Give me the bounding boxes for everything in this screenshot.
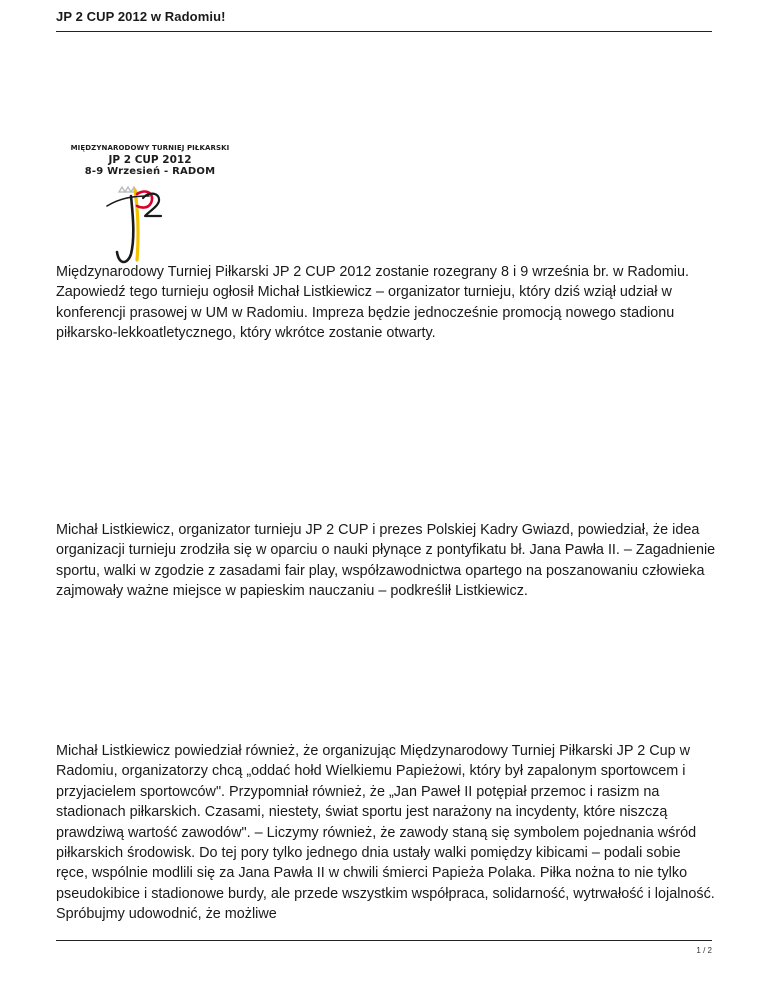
- logo-cup-name: JP 2 CUP 2012: [108, 154, 192, 166]
- article-paragraph-2: Michał Listkiewicz, organizator turnieju JP 2 CUP i prezes Polskiej Kadry Gwiazd, powiedział, że idea organizacji turnieju zrodziła się w oparciu o nauki płynące z pontyfikatu bł. Jana Pawła II. – Zagadnienie sportu, walki w zgodzie z zasadami fair play, współzawodnictwa opartego na poszanowaniu człowieka zajmowały ważne miejsce w papieskim nauczaniu – podkreślił Listkiewicz.: [56, 522, 716, 600]
- article-paragraph-1: Międzynarodowy Turniej Piłkarski JP 2 CUP 2012 zostanie rozegrany 8 i 9 września br. w Radomiu. Zapowiedź tego turnieju ogłosił Michał Listkiewicz – organizator turnieju, który dziś wziął udział w konferencji prasowej w UM w Radomiu. Impreza będzie jednocześnie promocją nowego stadionu piłkarsko-lekkoatletycznego, który wkrótce zostanie otwarty.: [56, 264, 689, 342]
- footer-divider: [56, 940, 712, 941]
- letter-j-black: [117, 196, 133, 262]
- page-number: 1 / 2: [696, 946, 712, 955]
- article-paragraph-3: Michał Listkiewicz powiedział również, że organizując Międzynarodowy Turniej Piłkarski JP 2 Cup w Radomiu, organizatorzy chcą „oddać hołd Wielkiemu Papieżowi, który był zapalonym sportowcem i przyjacielem sportowców". Przypomniał również, że „Jan Paweł II potępiał przemoc i rasizm na stadionach piłkarskich. Czasami, niestety, świat sportu jest narażony na incydenty, które niszczą prawdziwą wartość zawodów". – Liczymy również, że zawody staną się symbolem pojednania wśród piłkarskich środowisk. Do tej pory tylko jednego dnia ustały walki pomiędzy kibicami – podali sobie ręce, wspólnie modlili się za Jana Pawła II w chwili śmierci Papieża Polaka. Piłka nożna to nie tylko pseudokibice i stadionowe burdy, ale przede wszystkim współpraca, solidarność, wytrwałość i lojalność. Spróbujmy udowodnić, że możliwe: [56, 743, 715, 923]
- jp2-emblem-icon: [105, 186, 165, 266]
- logo-tournament-name: MIĘDZYNARODOWY TURNIEJ PIŁKARSKI: [70, 144, 230, 152]
- header-divider: [56, 31, 712, 32]
- letter-p-yellow: [135, 190, 138, 260]
- tournament-logo: [60, 142, 240, 262]
- document-title: JP 2 CUP 2012 w Radomiu!: [56, 9, 226, 24]
- logo-date-place: 8-9 Wrzesień - RADOM: [84, 166, 216, 177]
